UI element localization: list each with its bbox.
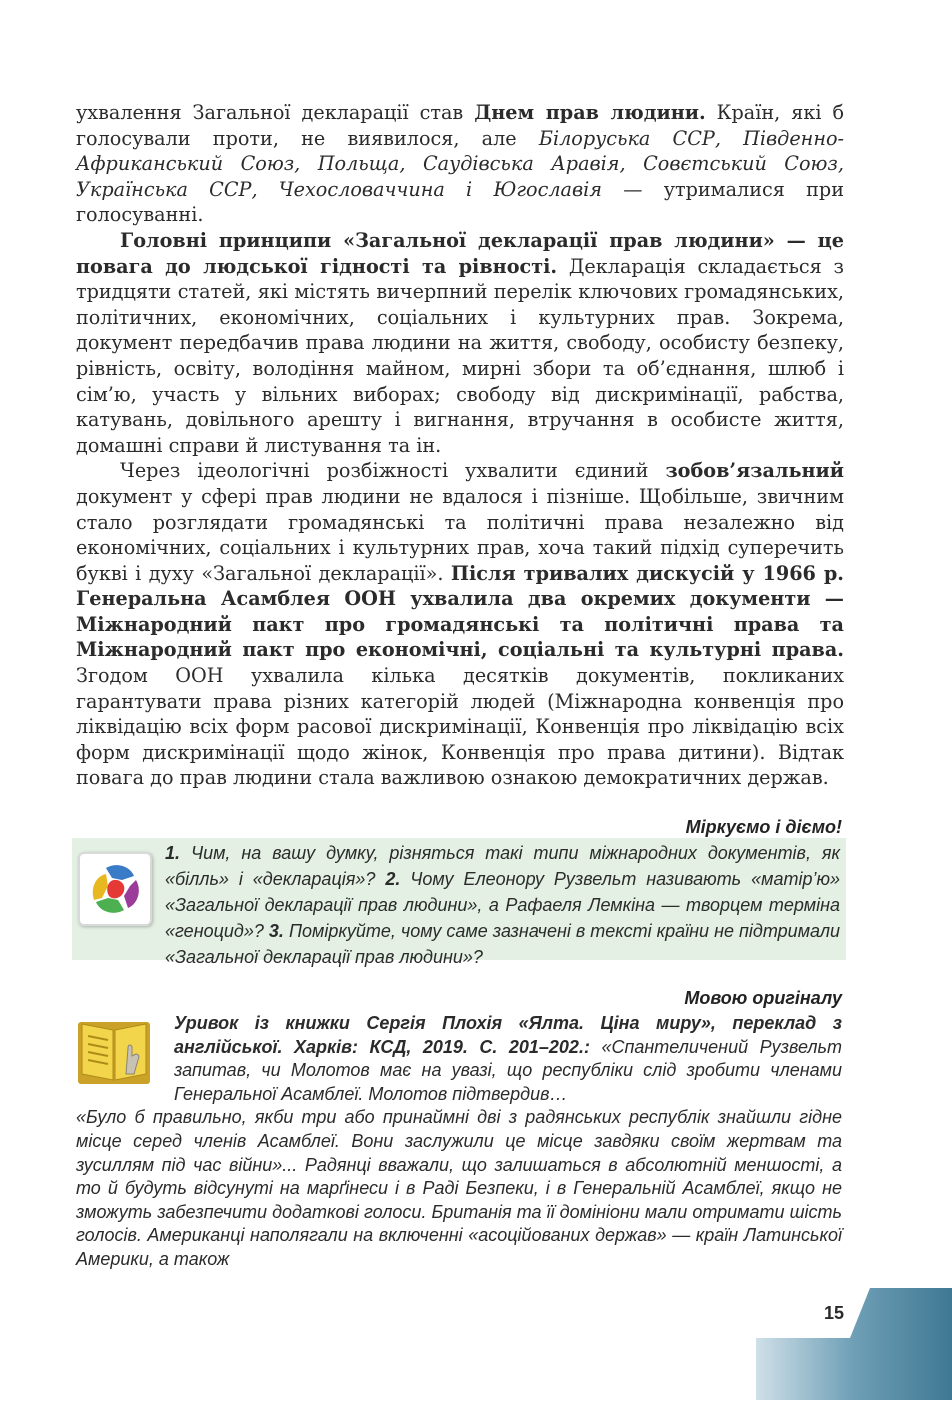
text: — утрималися при голосуванні. <box>76 177 844 227</box>
paragraph-3 <box>76 458 844 791</box>
question-text: Чому Елеонору Рузвельт називають «матір’ю» «Загальної декларації прав людини», а Рафаеля Лемкіна — творцем терміна «геноцид»? <box>165 869 840 941</box>
text: Декларація складається з тридцяти статей, які містять вичерпний перелік ключових громадянських, політичних, економічних, соціальних і культурних прав. Зокрема, документ передбачив права людини на життя, свободу, особисту безпеку, рівність, освіту, володіння майном, мирні збори та об’єднання, шлюб і сім’ю, участь у вільних виборах; свободу від дискримінації, рабства, катувань, довільного арешту і вигнання, втручання в особисте життя, домашні справи й листування та ін. <box>76 254 844 457</box>
paragraph-2 <box>76 228 844 458</box>
italic-text: Білоруська ССР, Південно-Африканський Союз, Польща, Саудівська Аравія, Совєтський Союз, Українська ССР, Чехословаччина і Югославія <box>76 126 844 201</box>
question-number: 3. <box>268 921 284 941</box>
original-heading: Мовою оригіналу <box>684 988 842 1008</box>
bold-text: Головні принципи «Загальної декларації прав людини» — це повага до людської гідності та рівності. <box>76 228 844 278</box>
page-corner-decoration <box>756 1288 952 1400</box>
text: документ у сфері прав людини не вдалося і пізніше. Щобільше, звичним стало розглядати громадянські та політичні права незалежно від економічних, соціальних і культурних прав, хоча такий підхід суперечить букві і духу «Загальної декларації». <box>76 484 844 585</box>
text: Згодом ООН ухвалила кілька десятків документів, покликаних гарантувати права різних категорій людей (Міжнародна конвенція про ліквідацію всіх форм расової дискримінації, Конвенція про ліквідацію всіх форм дискримінації щодо жінок, Конвенція про права дитини). Відтак повага до прав людини стала важливою ознакою демократичних держав. <box>76 664 844 790</box>
excerpt-intro <box>76 1012 842 1106</box>
question-text: Поміркуйте, чому саме зазначені в тексті країни не підтримали «Загальної декларації прав людини»? <box>165 921 840 967</box>
question-number: 1. <box>165 843 181 863</box>
question-number: 2. <box>385 869 401 889</box>
text: ухвалення Загальної декларації став <box>76 101 475 124</box>
bold-text: Після тривалих дискусій у 1966 р. Генеральна Асамблея ООН ухвалила два окремих документи — Міжнародний пакт про громадянські та політичні права та Міжнародний пакт про економічні, соціальні та культурні права. <box>76 561 844 662</box>
question-text: Чим, на вашу думку, різняться такі типи міжнародних документів, як «білль» і «декларація»? <box>165 843 840 889</box>
excerpt-source: Уривок із книжки Сергія Плохія «Ялта. Ціна миру», переклад з англійської. Харків: КСД, 2019. С. 201–202.: <box>174 1013 842 1057</box>
original-excerpt <box>76 1012 842 1272</box>
excerpt-quote: «Спантеличений Рузвельт запитав, чи Молотов має на увазі, що республіки слід зробити членами Генеральної Асамблеї. Молотов підтвердив… <box>174 1036 843 1104</box>
think-questions <box>165 840 840 970</box>
text: Через ідеологічні розбіжності ухвалити єдиний <box>120 459 666 483</box>
paragraph-1 <box>76 100 844 228</box>
page-number: 15 <box>823 1303 845 1323</box>
text: Країн, які б голосували проти, не виявилося, але <box>76 101 845 150</box>
bold-text: зобов’язальний <box>665 459 844 483</box>
bold-text: Днем прав людини. <box>474 101 706 124</box>
think-heading: Міркуємо і діємо! <box>685 817 842 837</box>
excerpt-quote-continued: «Було б правильно, якби три або принаймні дві з радянських республік знайшли гідне місце серед членів Асамблеї. Вони заслужили це місце завдяки своїм жертвам та зусиллям під час війни»... Радянці вважали, що залишаться в абсолютній меншості, а то й будуть відсунуті на марґінеси і в Раді Безпеки, і в Генеральній Асамблеї, якщо не зможуть забезпечити додаткові голоси. Британія та її домініони мали отримати шість голосів. Американці наполягали на включенні «асоційованих держав» — країн Латинської Америки, а також <box>76 1107 842 1269</box>
hands-icon <box>78 852 152 926</box>
main-text <box>76 100 844 791</box>
